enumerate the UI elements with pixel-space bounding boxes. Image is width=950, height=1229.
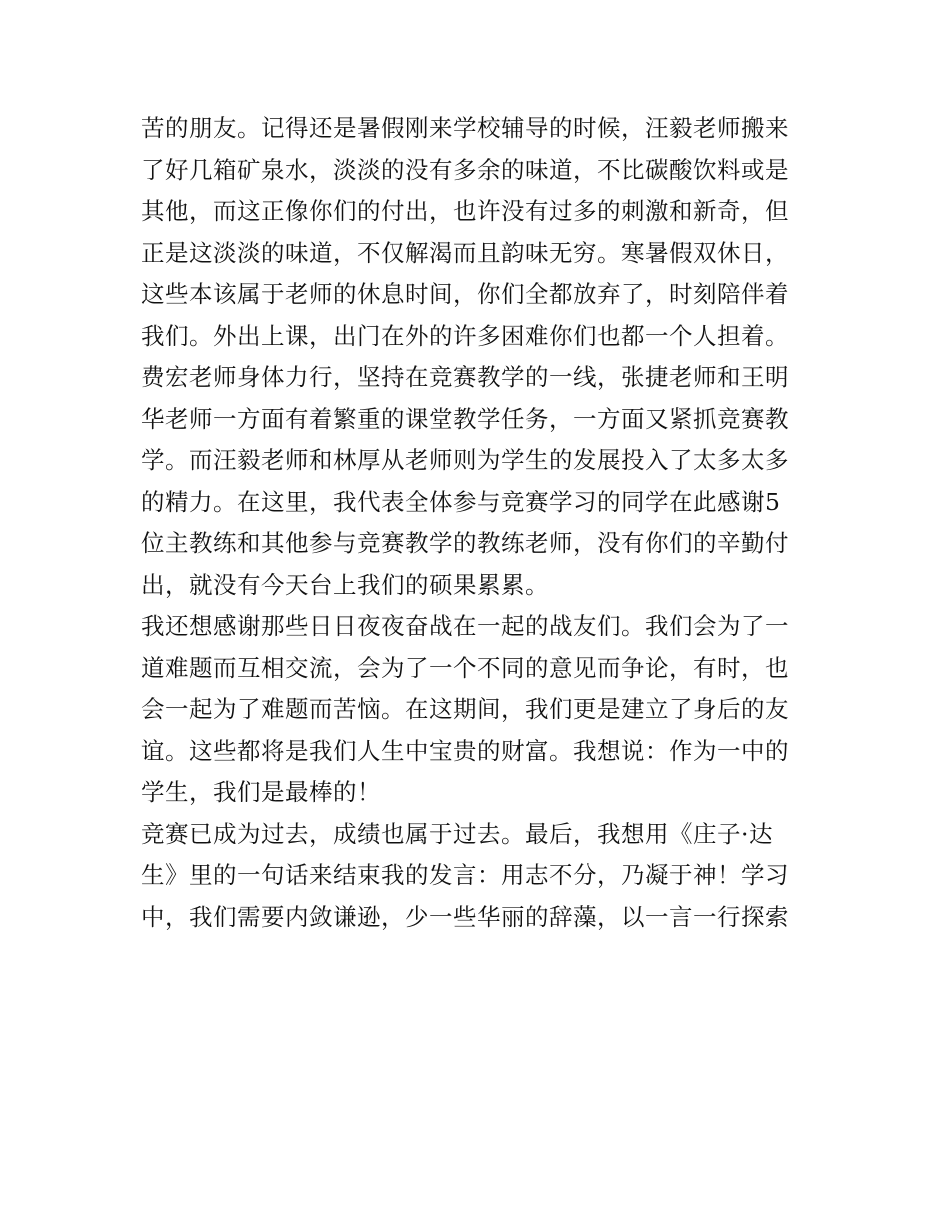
text-line: 会一起为了难题而苦恼。在这期间，我们更是建立了身后的友 [141, 695, 789, 723]
text-line: 我还想感谢那些日日夜夜奋战在一起的战友们。我们会为了一 [141, 612, 789, 640]
text-line: 其他，而这正像你们的付出，也许没有过多的刺激和新奇，但 [141, 197, 789, 225]
text-line: 苦的朋友。记得还是暑假刚来学校辅导的时候，汪毅老师搬来 [141, 114, 789, 142]
text-line: 位主教练和其他参与竞赛教学的教练老师，没有你们的辛勤付 [141, 529, 789, 557]
text-line: 费宏老师身体力行，坚持在竞赛教学的一线，张捷老师和王明 [141, 363, 789, 391]
text-line: 生》里的一句话来结束我的发言：用志不分，乃凝于神！学习 [141, 861, 789, 889]
text-line: 竞赛已成为过去，成绩也属于过去。最后，我想用《庄子·达 [141, 819, 773, 848]
text-line: 这些本该属于老师的休息时间，你们全都放弃了，时刻陪伴着 [141, 280, 789, 308]
text-line: 道难题而互相交流，会为了一个不同的意见而争论，有时，也 [141, 653, 789, 682]
text-line: 华老师一方面有着繁重的课堂教学任务，一方面又紧抓竞赛教 [141, 404, 789, 433]
text-line: 中，我们需要内敛谦逊，少一些华丽的辞藻，以一言一行探索 [141, 902, 789, 931]
text-line: 的精力。在这里，我代表全体参与竞赛学习的同学在此感谢5 [141, 487, 781, 516]
text-line: 我们。外出上课，出门在外的许多困难你们也都一个人担着。 [141, 321, 789, 350]
text-line: 学。而汪毅老师和林厚从老师则为学生的发展投入了太多太多 [141, 446, 789, 474]
text-line: 学生，我们是最棒的！ [141, 778, 381, 806]
text-line: 出，就没有今天台上我们的硕果累累。 [141, 570, 549, 599]
body-text [141, 108, 821, 938]
text-line: 了好几箱矿泉水，淡淡的没有多余的味道，不比碳酸饮料或是 [141, 155, 789, 184]
text-line: 正是这淡淡的味道，不仅解渴而且韵味无穷。寒暑假双休日， [141, 238, 789, 267]
text-line: 谊。这些都将是我们人生中宝贵的财富。我想说：作为一中的 [141, 736, 789, 765]
